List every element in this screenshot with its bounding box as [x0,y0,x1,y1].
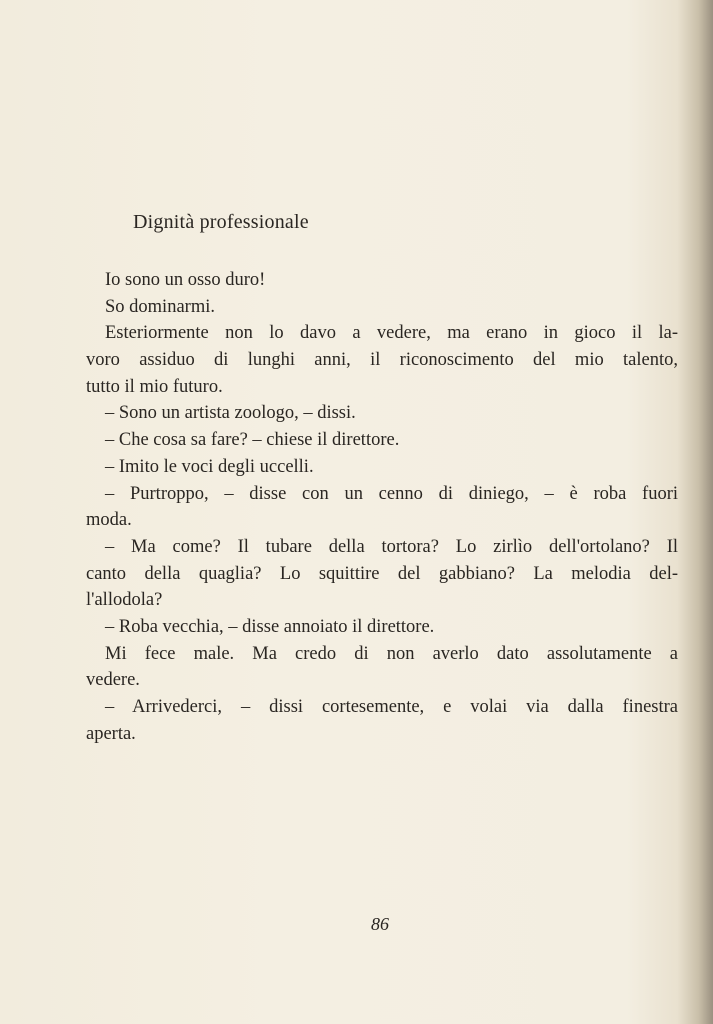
text-line: aperta. [86,723,136,744]
page-number: 86 [371,914,389,934]
text-line: – Che cosa sa fare? – chiese il direttore. [105,430,400,451]
text-line: – Roba vecchia, – disse annoiato il direttore. [105,616,435,637]
text-line: Esteriormente non lo davo a vedere, ma erano in gioco il la- [105,323,678,344]
text-line: – Imito le voci degli uccelli. [105,456,314,477]
text-line: vedere. [86,670,140,691]
text-line: – Arrivederci, – dissi cortesemente, e volai via dalla finestra [105,697,678,717]
text-line: tutto il mio futuro. [86,376,223,397]
text-line: Io sono un osso duro! [105,270,266,290]
chapter-title: Dignità professionale [133,211,309,233]
chapter-body [86,267,678,747]
text-line: – Ma come? Il tubare della tortora? Lo zirlìo dell'ortolano? Il [105,536,678,557]
text-line: So dominarmi. [105,296,215,317]
text-line: – Purtroppo, – disse con un cenno di diniego, – è roba fuori [105,483,678,504]
text-line: canto della quaglia? Lo squittire del gabbiano? La melodia del- [86,563,678,584]
text-line: voro assiduo di lunghi anni, il riconoscimento del mio talento, [86,350,678,371]
text-line: Mi fece male. Ma credo di non averlo dato assolutamente a [105,643,678,664]
text-line: – Sono un artista zoologo, – dissi. [105,403,356,424]
text-line: l'allodola? [86,590,163,611]
text-line: moda. [86,510,132,531]
